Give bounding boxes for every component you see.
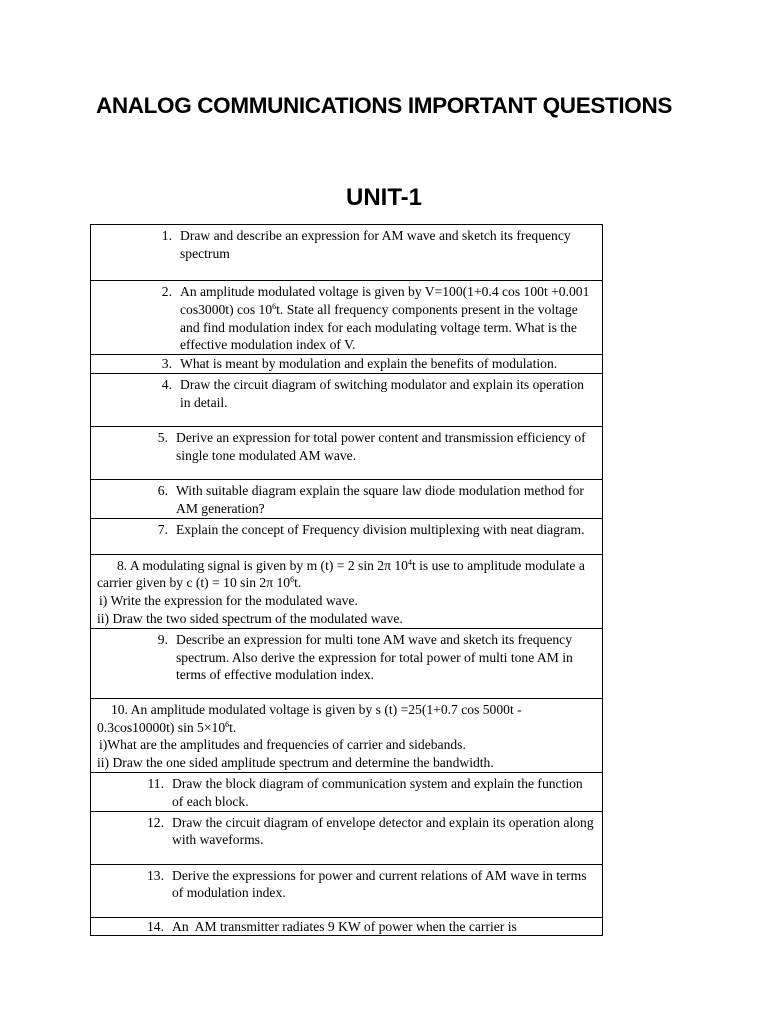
sub-question: ii) Draw the one sided amplitude spectrum and determine the bandwidth. [97, 755, 494, 771]
question-cell [91, 698, 603, 772]
question-text: Derive an expression for total power content and transmission efficiency of single tone modulated AM wave. [176, 429, 586, 463]
question-cell [91, 811, 603, 864]
table-row [91, 479, 603, 518]
table-row [91, 518, 603, 554]
question-text: Explain the concept of Frequency division multiplexing with neat diagram. [176, 521, 585, 537]
table-row [91, 628, 603, 698]
question-text: What is meant by modulation and explain the benefits of modulation. [180, 356, 558, 372]
question-number: 14. [147, 918, 164, 934]
table-row [91, 917, 603, 936]
question-number: 10. [111, 701, 128, 717]
sub-question: i) Write the expression for the modulated wave. [99, 593, 358, 609]
question-text: Draw the block diagram of communication system and explain the function of each block. [172, 775, 583, 809]
document-title: ANALOG COMMUNICATIONS IMPORTANT QUESTIONS [95, 93, 673, 118]
question-text: With suitable diagram explain the square law diode modulation method for AM generation? [176, 482, 584, 516]
superscript: 6 [272, 301, 277, 311]
table-row [91, 864, 603, 917]
superscript: 6 [290, 575, 295, 585]
question-number: 6. [157, 482, 168, 498]
question-cell [91, 917, 603, 936]
superscript: 6 [225, 719, 230, 729]
table-row [91, 281, 603, 355]
question-cell [91, 426, 603, 479]
question-text: t. [229, 719, 237, 735]
question-text: An amplitude modulated voltage is given by V=100(1+0.4 cos 100t +0.001 cos3000t) cos 10 [180, 284, 590, 317]
question-number: 3. [161, 356, 172, 372]
question-text: t. State all frequency components present in the voltage and find modulation index for each modulating voltage term. What is the effective modulation index of V. [180, 301, 578, 353]
table-row [91, 355, 603, 374]
table-row [91, 225, 603, 281]
questions-table [90, 224, 603, 936]
sub-question: i)What are the amplitudes and frequencies of carrier and sidebands. [99, 737, 466, 753]
question-text: Draw the circuit diagram of switching modulator and explain its operation in detail. [180, 376, 584, 410]
question-number: 2. [161, 284, 172, 299]
question-number: 5. [157, 429, 168, 445]
question-text: Draw the circuit diagram of envelope detector and explain its operation along with waveforms. [172, 814, 594, 848]
question-number: 8. [117, 557, 128, 573]
question-cell [91, 355, 603, 374]
question-cell [91, 628, 603, 698]
question-cell [91, 281, 603, 355]
question-cell [91, 518, 603, 554]
question-number: 1. [161, 228, 172, 243]
question-cell [91, 479, 603, 518]
table-row [91, 373, 603, 426]
question-cell [91, 373, 603, 426]
question-number: 13. [147, 867, 164, 883]
question-text: An amplitude modulated voltage is given by s (t) =25(1+0.7 cos 5000t - 0.3cos10000t) sin 5×10 [97, 701, 522, 735]
unit-heading: UNIT-1 [345, 184, 422, 211]
superscript: 4 [407, 557, 412, 567]
question-number: 9. [157, 631, 168, 647]
question-cell [91, 225, 603, 281]
question-text: An AM transmitter radiates 9 KW of power when the carrier is [172, 918, 517, 934]
question-text: t is use to amplitude modulate a carrier given by c (t) = 10 sin 2π 10 [97, 557, 585, 591]
question-text: Describe an expression for multi tone AM wave and sketch its frequency spectrum. Also derive the expression for total power of multi tone AM in terms of effective modulation index. [176, 631, 573, 683]
question-number: 7. [157, 521, 168, 537]
question-number: 4. [161, 376, 172, 392]
question-cell [91, 554, 603, 628]
table-row [91, 772, 603, 811]
table-row [91, 426, 603, 479]
question-text: A modulating signal is given by m (t) = 2 sin 2π 10 [129, 557, 408, 573]
sub-question: ii) Draw the two sided spectrum of the modulated wave. [97, 610, 403, 626]
question-text: Derive the expressions for power and current relations of AM wave in terms of modulation index. [172, 867, 587, 901]
table-row [91, 554, 603, 628]
question-number: 12. [147, 814, 164, 830]
question-number: 11. [147, 775, 164, 791]
table-row [91, 698, 603, 772]
question-text: t. [294, 575, 302, 591]
table-row [91, 811, 603, 864]
question-text: Draw and describe an expression for AM wave and sketch its frequency spectrum [180, 228, 571, 261]
question-cell [91, 772, 603, 811]
question-cell [91, 864, 603, 917]
